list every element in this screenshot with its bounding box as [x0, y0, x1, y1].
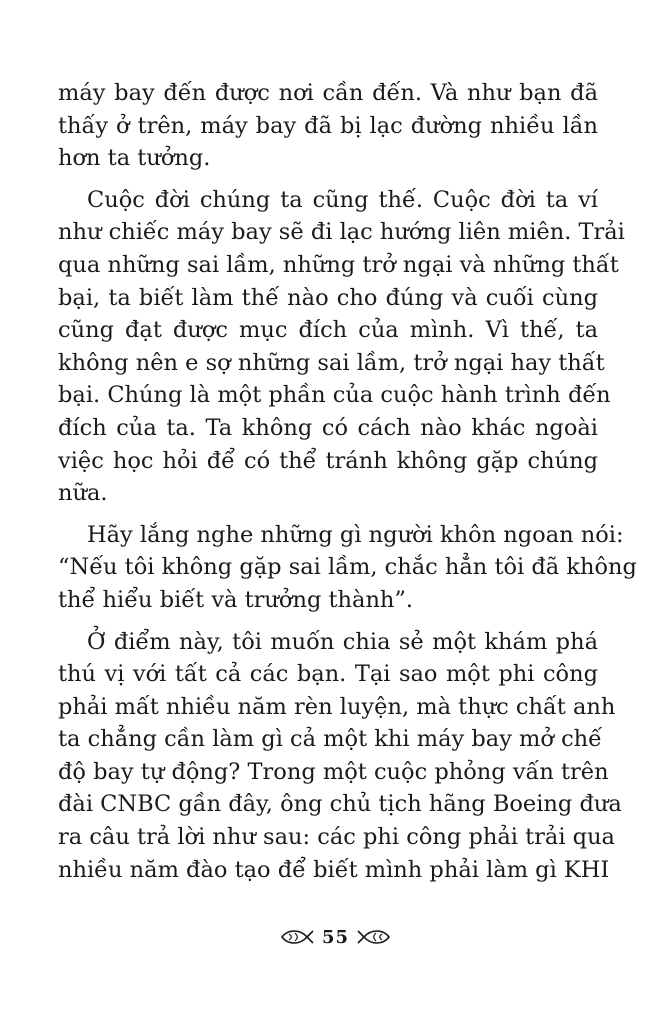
text-line: thấy ở trên, máy bay đã bị lạc đường nhiều lần [58, 112, 598, 139]
text-line: bại. Chúng là một phần của cuộc hành trình đến [58, 382, 611, 409]
text-line: Hãy lắng nghe những gì người khôn ngoan nói: [87, 521, 624, 548]
text-line: như chiếc máy bay sẽ đi lạc hướng liên miên. Trải [58, 219, 625, 246]
text-line: thú vị với tất cả các bạn. Tại sao một phi công [58, 661, 598, 688]
text-line: độ bay tự động? Trong một cuộc phỏng vấn trên [58, 758, 609, 785]
text-line: bại, ta biết làm thế nào cho đúng và cuối cùng [58, 284, 598, 311]
page-footer [0, 922, 671, 952]
text-line: phải mất nhiều năm rèn luyện, mà thực chất anh [58, 693, 616, 720]
paragraph-1 [58, 77, 598, 175]
page-number: 55 [321, 926, 350, 948]
text-line: nữa. [58, 480, 108, 507]
text-line: “Nếu tôi không gặp sai lầm, chắc hẳn tôi đã không [58, 554, 637, 581]
paragraph-3 [58, 519, 637, 617]
text-line: qua những sai lầm, những trở ngại và những thất [58, 251, 619, 278]
text-line: nhiều năm đào tạo để biết mình phải làm gì KHI [58, 856, 610, 883]
text-line: đài CNBC gần đây, ông chủ tịch hãng Boeing đưa [58, 791, 622, 818]
body-text [58, 77, 637, 895]
text-line: cũng đạt được mục đích của mình. Vì thế, ta [58, 317, 598, 344]
text-line: không nên e sợ những sai lầm, trở ngại hay thất [58, 349, 605, 376]
text-line: Cuộc đời chúng ta cũng thế. Cuộc đời ta ví [87, 186, 598, 213]
fish-ornament-icon [280, 927, 314, 947]
text-line: đích của ta. Ta không có cách nào khác ngoài [58, 414, 598, 441]
text-line: ta chẳng cần làm gì cả một khi máy bay mở chế [58, 726, 603, 753]
text-line: ra câu trả lời như sau: các phi công phải trải qua [58, 824, 615, 851]
text-line: hơn ta tưởng. [58, 145, 211, 172]
fish-ornament-icon [357, 927, 391, 947]
text-line: thể hiểu biết và trưởng thành”. [58, 586, 414, 613]
text-line: máy bay đến được nơi cần đến. Và như bạn đã [58, 80, 598, 106]
paragraph-4 [58, 626, 622, 887]
text-line: Ở điểm này, tôi muốn chia sẻ một khám phá [87, 628, 598, 655]
paragraph-2 [58, 184, 625, 510]
text-line: việc học hỏi để có thể tránh không gặp chúng [58, 447, 598, 474]
